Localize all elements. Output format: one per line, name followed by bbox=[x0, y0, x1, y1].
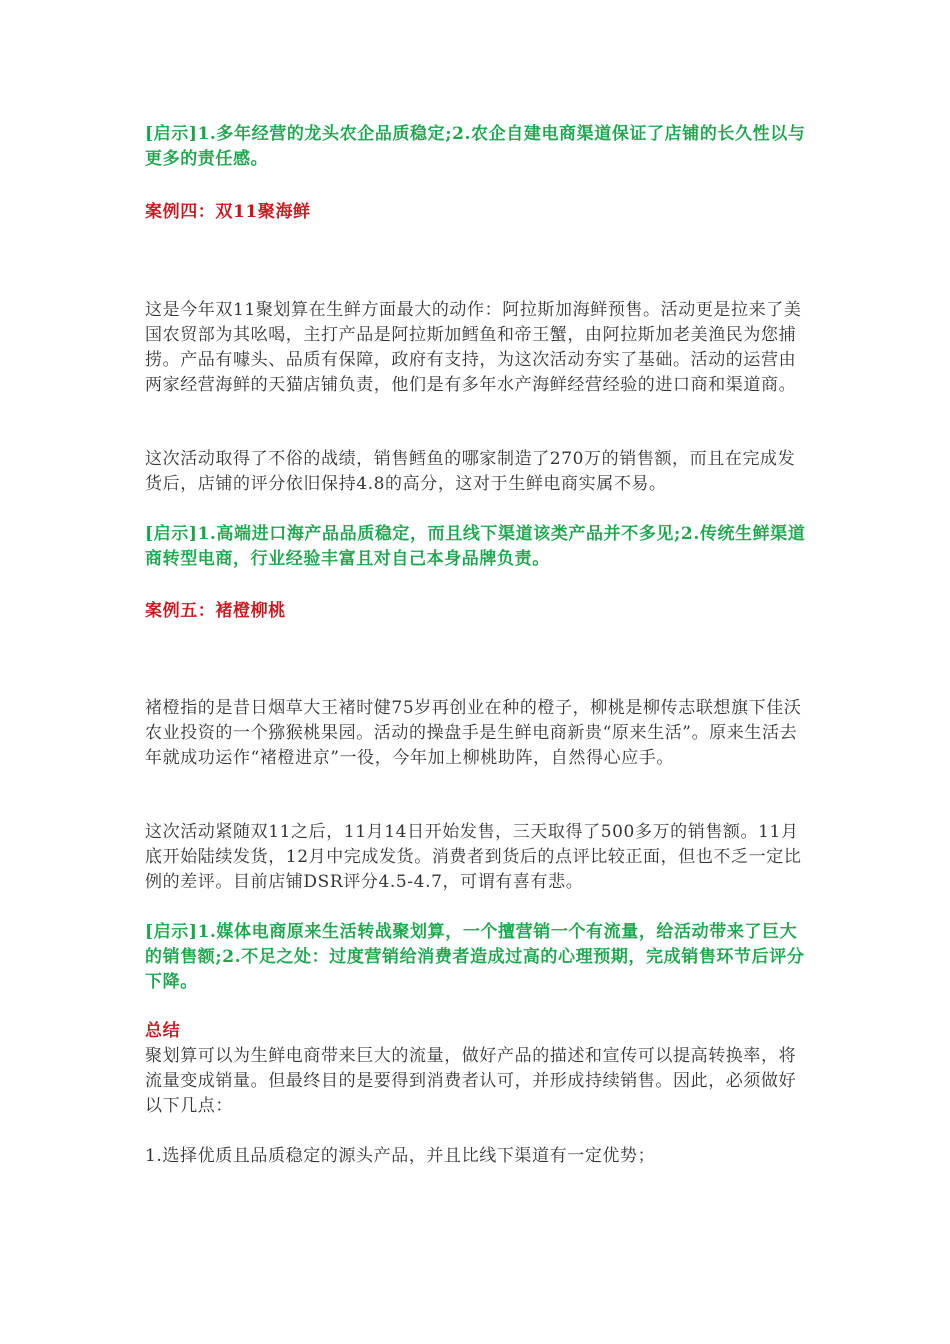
summary-point-1: 1.选择优质且品质稳定的源头产品，并且比线下渠道有一定优势； bbox=[145, 1146, 656, 1166]
case5-insight: [启示]1.媒体电商原来生活转战聚划算，一个擅营销一个有流量，给活动带来了巨大的销售额;2.不足之处：过度营销给消费者造成过高的心理预期，完成销售环节后评分下降。 bbox=[145, 922, 805, 992]
case4-paragraph-2: 这次活动取得了不俗的战绩，销售鳕鱼的哪家制造了270万的销售额，而且在完成发货后，店铺的评分依旧保持4.8的高分，这对于生鲜电商实属不易。 bbox=[145, 449, 796, 494]
case4-insight: [启示]1.高端进口海产品品质稳定，而且线下渠道该类产品并不多见;2.传统生鲜渠道商转型电商，行业经验丰富且对自己本身品牌负责。 bbox=[145, 524, 806, 569]
case4-paragraph-1: 这是今年双11聚划算在生鲜方面最大的动作：阿拉斯加海鲜预售。活动更是拉来了美国农贸部为其吆喝，主打产品是阿拉斯加鳕鱼和帝王蟹，由阿拉斯加老美渔民为您捕捞。产品有噱头、品质有保障，政府有支持，为这次活动夯实了基础。活动的运营由两家经营海鲜的天猫店铺负责，他们是有多年水产海鲜经营经验的进口商和渠道商。 bbox=[145, 300, 802, 395]
case5-paragraph-2: 这次活动紧随双11之后，11月14日开始发售，三天取得了500多万的销售额。11月底开始陆续发货，12月中完成发货。消费者到货后的点评比较正面，但也不乏一定比例的差评。目前店铺DSR评分4.5-4.7，可谓有喜有悲。 bbox=[145, 822, 802, 892]
summary-heading: 总结 bbox=[145, 1021, 181, 1041]
case3-insight: [启示]1.多年经营的龙头农企品质稳定;2.农企自建电商渠道保证了店铺的长久性以与更多的责任感。 bbox=[145, 124, 806, 169]
case4-heading: 案例四：双11聚海鲜 bbox=[145, 202, 311, 222]
summary-paragraph: 聚划算可以为生鲜电商带来巨大的流量，做好产品的描述和宣传可以提高转换率，将流量变成销量。但最终目的是要得到消费者认可，并形成持续销售。因此，必须做好以下几点： bbox=[145, 1046, 797, 1116]
case5-heading: 案例五：褚橙柳桃 bbox=[145, 601, 286, 621]
case5-paragraph-1: 褚橙指的是昔日烟草大王褚时健75岁再创业在种的橙子，柳桃是柳传志联想旗下佳沃农业投资的一个猕猴桃果园。活动的操盘手是生鲜电商新贵“原来生活”。原来生活去年就成功运作“褚橙进京”一役，今年加上柳桃助阵，自然得心应手。 bbox=[145, 698, 802, 768]
